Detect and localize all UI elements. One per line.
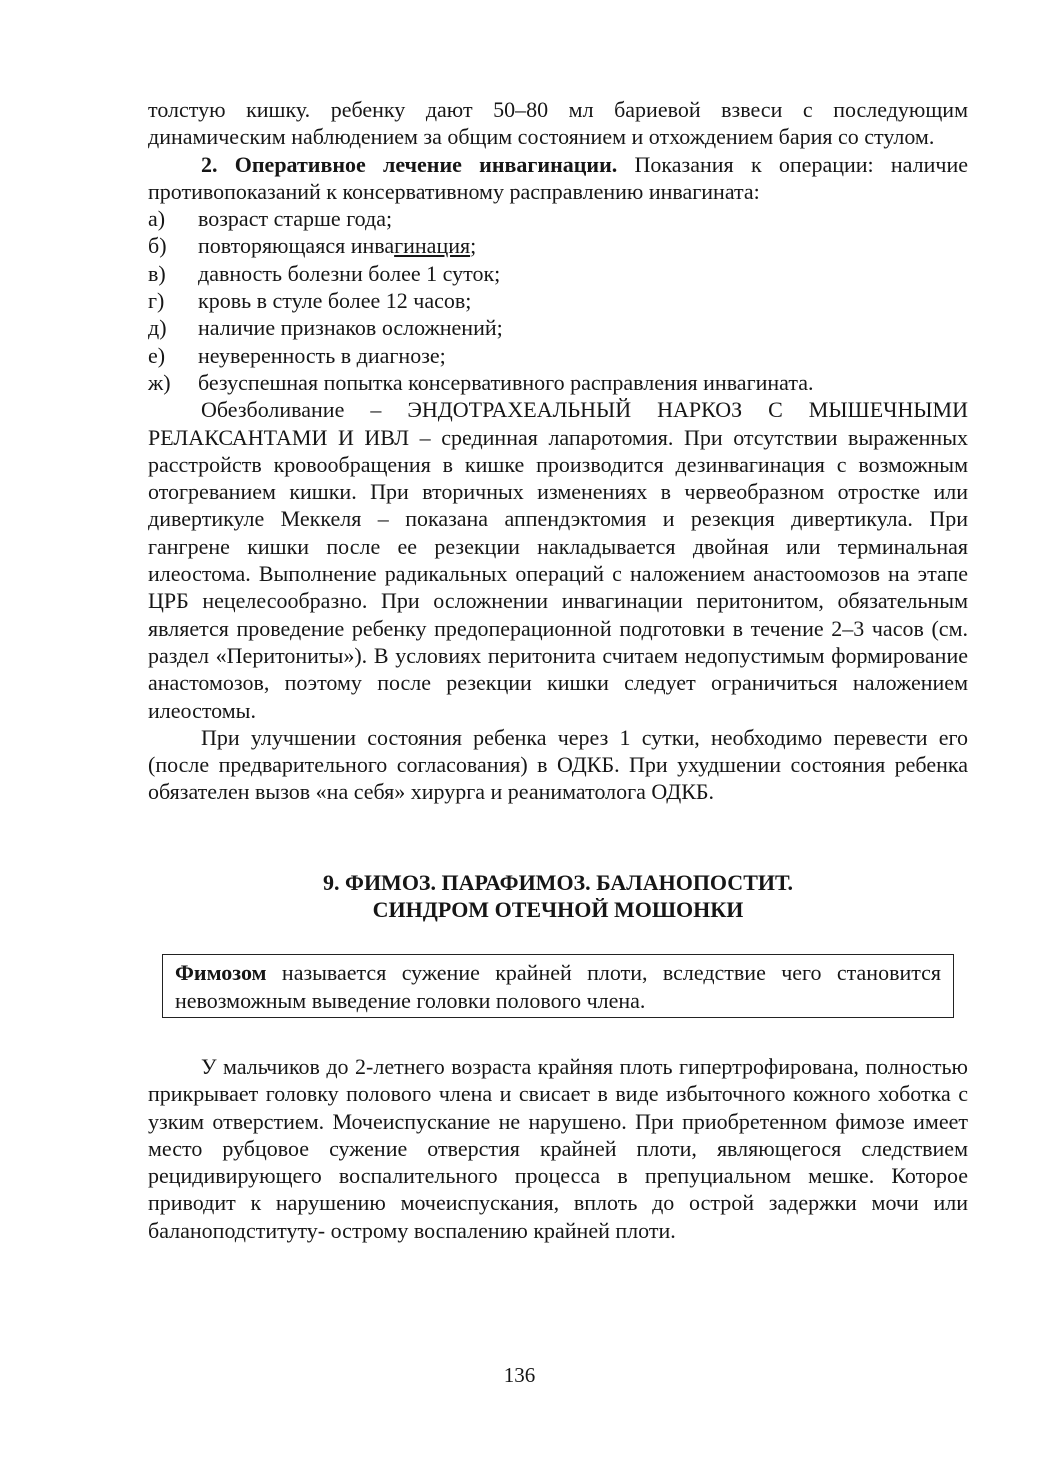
- list-marker: ж): [148, 369, 171, 395]
- list-marker: е): [148, 342, 166, 368]
- operative-treatment-text: Показания к операции: наличие противопоказаний к консервативному расправлению инвагината:: [148, 151, 968, 204]
- list-item-text-part: повторяющаяся инва: [198, 233, 395, 259]
- page-content: [148, 96, 968, 1244]
- list-marker: в): [148, 260, 166, 286]
- operative-treatment-paragraph: [148, 151, 968, 206]
- list-item: [148, 260, 968, 287]
- operative-treatment-heading: 2. Оперативное лечение инвагинации.: [201, 151, 618, 177]
- list-item-text-part: ;: [470, 233, 477, 259]
- list-item: [148, 342, 968, 369]
- definition-term: Фимозом: [175, 960, 267, 986]
- intro-paragraph: толстую кишку. ребенку дают 50–80 мл бариевой взвеси с последующим динамическим наблюдением за общим состоянием и отхождением бария со стулом.: [148, 97, 968, 150]
- list-item: [148, 232, 968, 259]
- list-item: [148, 369, 968, 396]
- page-number: 136: [503, 1363, 536, 1387]
- list-item: [148, 205, 968, 232]
- indications-list: [148, 205, 968, 396]
- definition-text: называется сужение крайней плоти, вследствие чего становится невозможным выведение головки полового члена.: [175, 960, 941, 1013]
- improvement-paragraph: При улучшении состояния ребенка через 1 сутки, необходимо перевести его (после предварительного согласования) в ОДКБ. При ухудшении состояния ребенка обязателен вызов «на себя» хирурга и реаниматолога ОДКБ.: [148, 724, 968, 805]
- anesthesia-paragraph: Обезболивание – ЭНДОТРАХЕАЛЬНЫЙ НАРКОЗ С МЫШЕЧНЫМИ РЕЛАКСАНТАМИ И ИВЛ – срединная лапаротомия. При отсутствии выраженных расстройств кровообращения в кишке производится дезинвагинация с возможным отогреванием кишки. При вторичных изменениях в червеобразном отростке или дивертикуле Меккеля – показана аппендэктомия и резекция дивертикула. При гангрене кишки после ее резекции накладывается двойная или терминальная илеостома. Выполнение радикальных операций с наложением анастоомозов на этапе ЦРБ нецелесообразно. При осложнении инвагинации перитонитом, обязательным является проведение ребенку предоперационной подготовки в течение 2–3 часов (см. раздел «Перитониты»). В условиях перитонита считаем недопустимым формирование анастомозов, поэтому после резекции кишки следует ограничиться наложением илеостомы.: [148, 397, 968, 723]
- underlined-text: гинация: [394, 233, 471, 259]
- list-item-text: неуверенность в диагнозе;: [198, 342, 446, 368]
- list-item-text: возраст старше года;: [198, 206, 393, 232]
- section-title-line: СИНДРОМ ОТЕЧНОЙ МОШОНКИ: [372, 897, 744, 923]
- phimosis-paragraph: У мальчиков до 2-летнего возраста крайняя плоть гипертрофирована, полностью прикрывает головку полового члена и свисает в виде избыточного кожного хоботка с узким отверстием. Мочеиспускание не нарушено. При приобретенном фимозе имеет место рубцовое сужение отверстия крайней плоти, являющегося следствием рецидивирующего воспалительного процесса в препуциальном мешке. Которое приводит к нарушению мочеиспускания, вплоть до острой задержки мочи или баланоподституту- острому воспалению крайней плоти.: [148, 1053, 968, 1243]
- definition-box: [162, 954, 954, 1018]
- list-marker: а): [148, 206, 166, 232]
- list-item-text: [198, 232, 968, 259]
- list-item-text: безуспешная попытка консервативного расправления инвагината.: [198, 369, 814, 395]
- list-marker: б): [148, 233, 167, 259]
- list-marker: д): [148, 315, 167, 341]
- list-item: [148, 287, 968, 314]
- list-item-text: наличие признаков осложнений;: [198, 315, 503, 341]
- section-title-line: 9. ФИМОЗ. ПАРАФИМОЗ. БАЛАНОПОСТИТ.: [323, 869, 793, 895]
- list-item-text: давность болезни более 1 суток;: [198, 260, 501, 286]
- list-item: [148, 314, 968, 341]
- list-marker: г): [148, 288, 165, 314]
- section-heading: [148, 869, 968, 924]
- list-item-text: кровь в стуле более 12 часов;: [198, 288, 472, 314]
